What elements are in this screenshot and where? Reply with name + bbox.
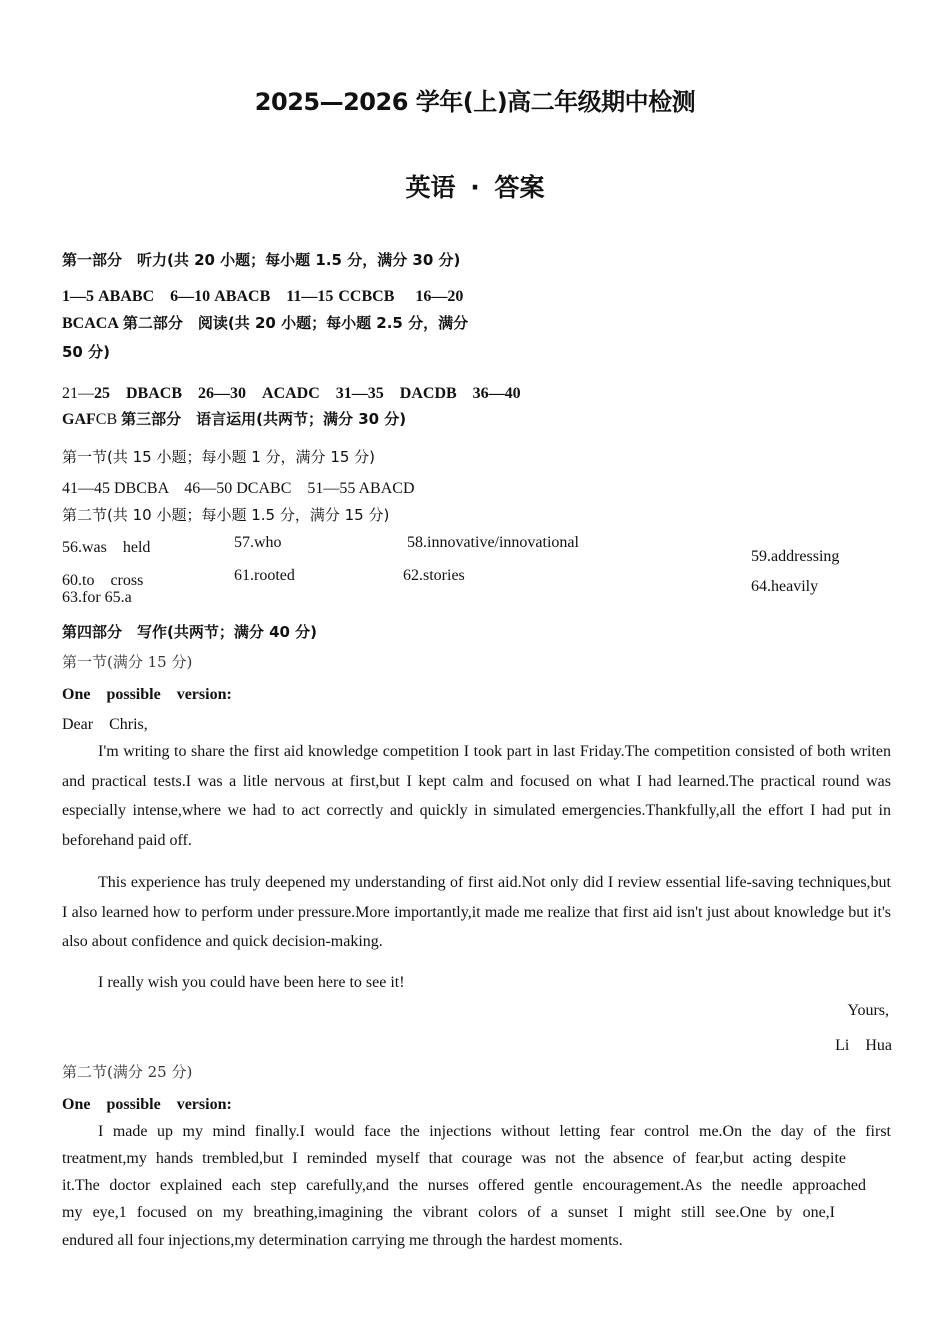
answer-64: 64.heavily (751, 578, 819, 595)
part2-answers-line1 (62, 380, 521, 403)
section1-version-label: One possible version: (62, 686, 232, 703)
part2-answers-line2 (62, 408, 406, 429)
answer-62: 62.stories (403, 567, 465, 584)
answer-57: 57.who (234, 534, 282, 551)
part1-answers-line1: 1—5 ABABC 6—10 ABACB 11—15 CCBCB 16—20 (62, 288, 464, 305)
part2-heading-cont: 50 分) (62, 343, 110, 361)
story-line-2: treatment,my hands trembled,but I reminded myself that courage was not the absence of fear,but acting despite (62, 1150, 846, 1167)
part4-section2-heading: 第二节(满分 25 分) (62, 1063, 193, 1081)
part3-heading: 第三部分 语言运用(共两节；满分 30 分) (121, 410, 407, 428)
part1-answers-tail: BCACA (62, 315, 119, 332)
story-line-1: I made up my mind finally.I would face the injections without letting fear control me.On the day of the first (98, 1123, 891, 1140)
part2-answers-cb: CB (95, 411, 118, 428)
letter-closing: Yours, (847, 1002, 889, 1019)
letter-salutation: Dear Chris, (62, 716, 148, 733)
part2-heading: 第二部分 阅读(共 20 小题；每小题 2.5 分，满分 (122, 314, 469, 332)
answer-58: 58.innovative/innovational (407, 534, 579, 551)
story-line-3: it.The doctor explained each step carefully,and the nurses offered gentle encouragement.As the needle approached (62, 1177, 866, 1194)
part4-heading: 第四部分 写作(共两节；满分 40 分) (62, 623, 318, 641)
answer-61: 61.rooted (234, 567, 295, 584)
part2-answers-num: 21— (62, 385, 94, 402)
part3-section1-heading: 第一节(共 15 小题；每小题 1 分，满分 15 分) (62, 448, 376, 466)
letter-signature: Li Hua (835, 1037, 892, 1054)
part3-section2-heading: 第二节(共 10 小题；每小题 1.5 分，满分 15 分) (62, 506, 390, 524)
document-subtitle: 英语 · 答案 (405, 173, 545, 202)
part2-answers-gaf: GAF (62, 411, 96, 428)
section2-version-label: One possible version: (62, 1096, 232, 1113)
story-line-5: endured all four injections,my determination carrying me through the hardest moments. (62, 1232, 623, 1249)
part2-answers-rest: 25 DBACB 26—30 ACADC 31—35 DACDB 36—40 (94, 385, 521, 402)
document-title: 2025—2026 学年(上)高二年级期中检测 (254, 88, 696, 116)
story-line-4: my eye,1 focused on my breathing,imagining the vibrant colors of a sunset I might still see.One by one,I (62, 1204, 835, 1221)
answer-59: 59.addressing (751, 548, 840, 565)
part3-section1-answers: 41—45 DBCBA 46—50 DCABC 51—55 ABACD (62, 480, 415, 497)
letter-paragraph-2: This experience has truly deepened my understanding of first aid.Not only did I review essential life-saving techniques,but I also learned how to perform under pressure.More importantly,it made me realize that first aid isn't just about knowledge but it's also about confidence and quick decision-making. (62, 874, 891, 950)
part1-heading: 第一部分 听力(共 20 小题；每小题 1.5 分，满分 30 分) (62, 251, 461, 269)
part1-answers-line2 (62, 312, 468, 333)
answer-63-65: 63.for 65.a (62, 589, 132, 606)
answer-56: 56.was held (62, 539, 151, 556)
letter-paragraph-1: I'm writing to share the first aid knowledge competition I took part in last Friday.The competition consisted of both writen and practical tests.I was a litle nervous at first,but I kept calm and focused on what I had learned.The practical round was especially intense,where we had to act correctly and quickly in simulated emergencies.Thankfully,all the effort I had put in beforehand paid off. (62, 743, 891, 849)
letter-paragraph-3: I really wish you could have been here to see it! (98, 974, 405, 991)
answer-60: 60.to cross (62, 572, 144, 589)
part4-section1-heading: 第一节(满分 15 分) (62, 653, 193, 671)
